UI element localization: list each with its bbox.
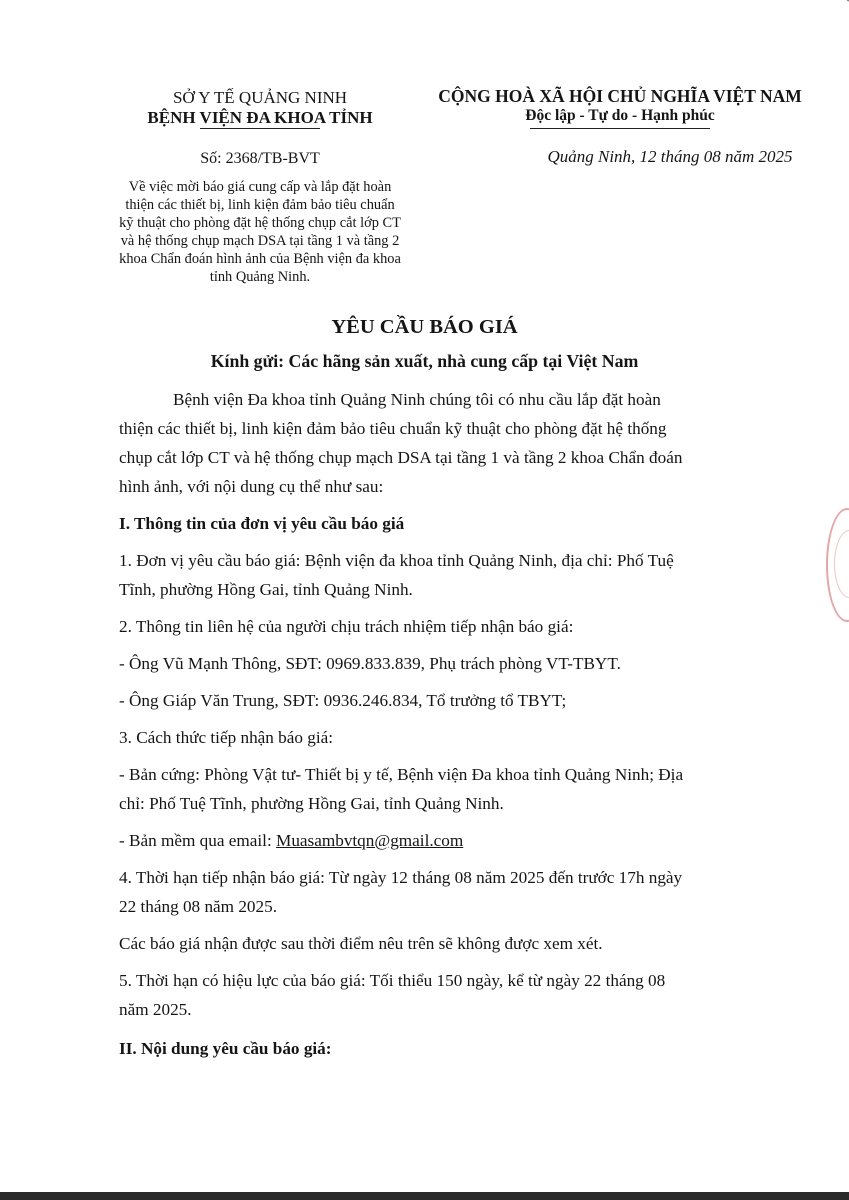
- agency-name: SỞ Y TẾ QUẢNG NINH: [172, 88, 348, 107]
- late-submission-note: Các báo giá nhận được sau thời điểm nêu trên sẽ không được xem xét.: [119, 934, 603, 953]
- section-2-heading: II. Nội dung yêu cầu báo giá:: [119, 1039, 332, 1058]
- subject-line: kỹ thuật cho phòng đặt hệ thống chụp cắt lớp CT: [119, 215, 401, 231]
- place-and-date: Quảng Ninh, 12 tháng 08 năm 2025: [547, 147, 793, 166]
- contact-person-2: - Ông Giáp Văn Trung, SĐT: 0936.246.834, Tổ trưởng tổ TBYT;: [119, 691, 567, 710]
- intro-line: Bệnh viện Đa khoa tỉnh Quảng Ninh chúng tôi có nhu cầu lắp đặt hoàn: [173, 390, 661, 409]
- national-motto: Độc lập - Tự do - Hạnh phúc: [525, 107, 715, 124]
- hard-copy-info-cont: chỉ: Phố Tuệ Tĩnh, phường Hồng Gai, tỉnh Quảng Ninh.: [119, 794, 504, 813]
- receipt-method-heading: 3. Cách thức tiếp nhận báo giá:: [119, 728, 334, 747]
- subject-line: và hệ thống chụp mạch DSA tại tầng 1 và tầng 2: [120, 233, 400, 249]
- intro-line: chụp cắt lớp CT và hệ thống chụp mạch DSA tại tầng 1 và tầng 2 khoa Chẩn đoán: [119, 448, 683, 467]
- scan-corner-mark: [828, 0, 849, 12]
- recipient-line: Kính gửi: Các hãng sản xuất, nhà cung cấp tại Việt Nam: [210, 351, 639, 371]
- subject-line: tỉnh Quảng Ninh.: [209, 269, 311, 285]
- deadline-info-cont: 22 tháng 08 năm 2025.: [119, 897, 278, 916]
- contact-heading: 2. Thông tin liên hệ của người chịu trách nhiệm tiếp nhận báo giá:: [119, 617, 574, 636]
- requester-info: 1. Đơn vị yêu cầu báo giá: Bệnh viện đa khoa tỉnh Quảng Ninh, địa chỉ: Phố Tuệ: [119, 551, 674, 570]
- document-title: YÊU CẦU BÁO GIÁ: [331, 316, 518, 338]
- deadline-info: 4. Thời hạn tiếp nhận báo giá: Từ ngày 12 tháng 08 năm 2025 đến trước 17h ngày: [119, 868, 683, 887]
- intro-line: hình ảnh, với nội dung cụ thể như sau:: [119, 477, 384, 496]
- validity-info: 5. Thời hạn có hiệu lực của báo giá: Tối thiểu 150 ngày, kể từ ngày 22 tháng 08: [119, 971, 666, 990]
- motto-underline: [530, 128, 710, 129]
- hospital-name: BỆNH VIỆN ĐA KHOA TỈNH: [147, 108, 373, 127]
- hospital-underline: [200, 128, 320, 129]
- document-number: Số: 2368/TB-BVT: [200, 150, 320, 167]
- scan-bottom-edge: [0, 1192, 849, 1200]
- subject-line: khoa Chẩn đoán hình ảnh của Bệnh viện đa khoa: [119, 251, 401, 267]
- subject-line: thiện các thiết bị, linh kiện đảm bảo tiêu chuẩn: [125, 197, 395, 213]
- contact-person-1: - Ông Vũ Mạnh Thông, SĐT: 0969.833.839, Phụ trách phòng VT-TBYT.: [119, 654, 621, 673]
- requester-info-cont: Tĩnh, phường Hồng Gai, tỉnh Quảng Ninh.: [119, 580, 413, 599]
- validity-info-cont: năm 2025.: [119, 1000, 192, 1019]
- intro-line: thiện các thiết bị, linh kiện đảm bảo tiêu chuẩn kỹ thuật cho phòng đặt hệ thống: [119, 419, 667, 438]
- subject-line: Về việc mời báo giá cung cấp và lắp đặt hoàn: [128, 179, 392, 195]
- section-1-heading: I. Thông tin của đơn vị yêu cầu báo giá: [119, 514, 405, 533]
- soft-copy-label: - Bản mềm qua email:: [119, 831, 277, 850]
- soft-copy-info: [119, 831, 463, 851]
- hard-copy-info: - Bản cứng: Phòng Vật tư- Thiết bị y tế, Bệnh viện Đa khoa tỉnh Quảng Ninh; Địa: [119, 765, 684, 784]
- country-name: CỘNG HOÀ XÃ HỘI CHỦ NGHĨA VIỆT NAM: [438, 86, 802, 106]
- email-link[interactable]: Muasambvtqn@gmail.com: [276, 831, 464, 850]
